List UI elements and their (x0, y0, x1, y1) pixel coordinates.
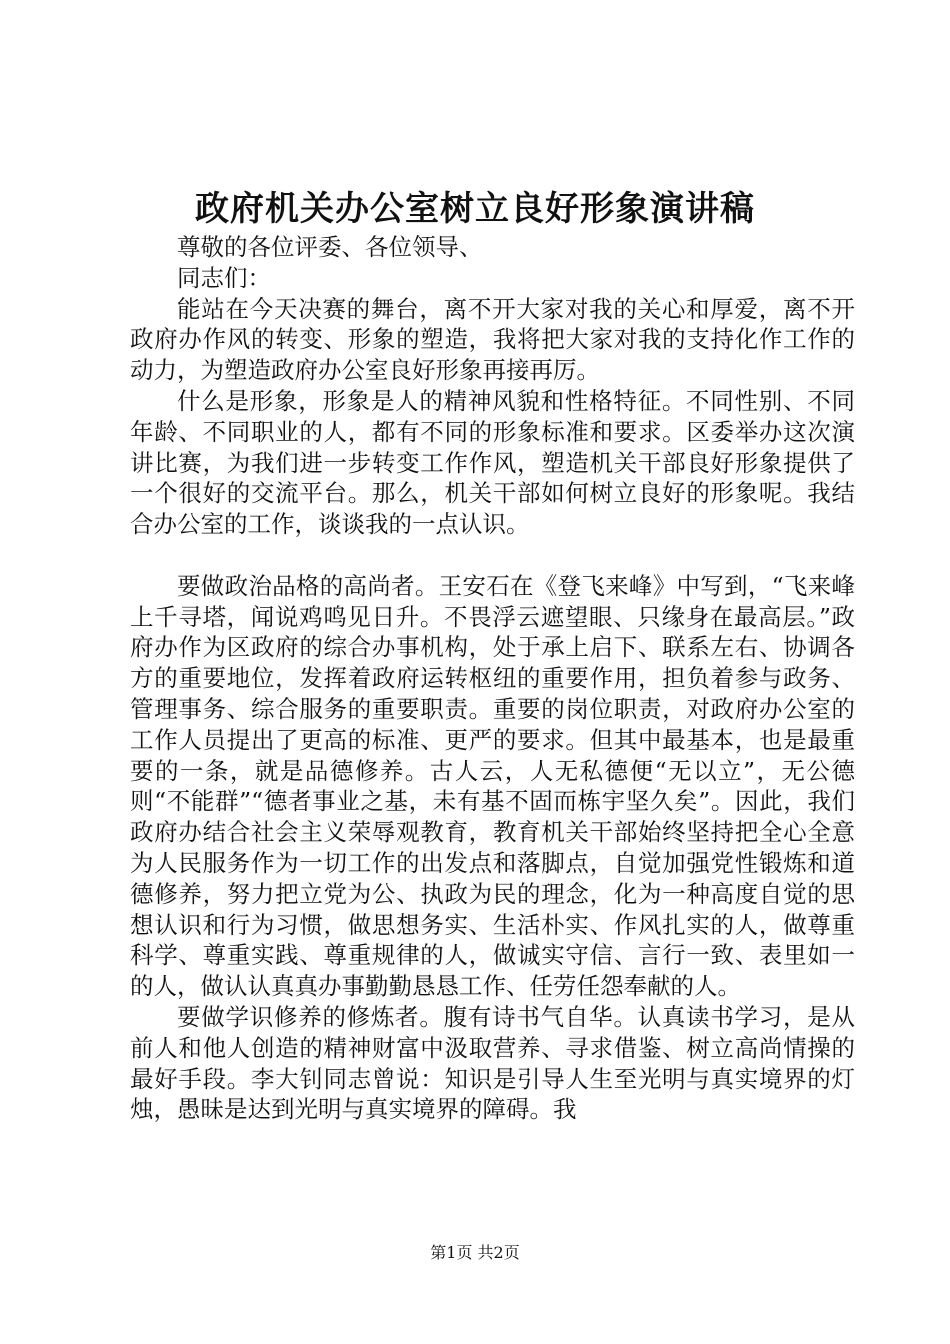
paragraph-what-is-image: 什么是形象，形象是人的精神风貌和性格特征。不同性别、不同年龄、不同职业的人，都有不同的形象标准和要求。区委举办这次演讲比赛，为我们进一步转变工作作风，塑造机关干部良好形象提供了一个很好的交流平台。那么，机关干部如何树立良好的形象呢。我结合办公室的工作，谈谈我的一点认识。 (130, 386, 855, 539)
salutation-line-1: 尊敬的各位评委、各位领导、 (177, 233, 483, 261)
paragraph-learning-cultivation: 要做学识修养的修炼者。腹有诗书气自华。认真读书学习，是从前人和他人创造的精神财富中汲取营养、寻求借鉴、树立高尚情操的最好手段。李大钊同志曾说：知识是引导人生至光明与真实境界的灯烛，愚昧是达到光明与真实境界的障碍。我 (130, 1002, 855, 1124)
paragraph-opening: 能站在今天决赛的舞台，离不开大家对我的关心和厚爱，离不开政府办作风的转变、形象的塑造，我将把大家对我的支持化作工作的动力，为塑造政府办公室良好形象再接再厉。 (130, 294, 855, 385)
document-body (130, 232, 855, 1125)
page-footer: 第1页 共2页 (430, 1243, 520, 1262)
salutation-line-2: 同志们： (177, 263, 271, 292)
document-title: 政府机关办公室树立良好形象演讲稿 (195, 189, 755, 229)
paragraph-political-character: 要做政治品格的高尚者。王安石在《登飞来峰》中写到，“飞来峰上千寻塔，闻说鸡鸣见日升。不畏浮云遮望眼、只缘身在最高层。”政府办作为区政府的综合办事机构，处于承上启下、联系左右、协调各方的重要地位，发挥着政府运转枢纽的重要作用，担负着参与政务、管理事务、综合服务的重要职责。重要的岗位职责，对政府办公室的工作人员提出了更高的标准、更严的要求。但其中最基本，也是最重要的一条，就是品德修养。古人云，人无私德便“无以立”，无公德则“不能群”“德者事业之基，未有基不固而栋宇坚久矣”。因此，我们政府办结合社会主义荣辱观教育，教育机关干部始终坚持把全心全意为人民服务作为一切工作的出发点和落脚点，自觉加强党性锻炼和道德修养，努力把立党为公、执政为民的理念，化为一种高度自觉的思想认识和行为习惯，做思想务实、生活朴实、作风扎实的人，做尊重科学、尊重实践、尊重规律的人，做诚实守信、言行一致、表里如一的人，做认认真真办事勤勤恳恳工作、任劳任怨奉献的人。 (130, 571, 855, 1001)
